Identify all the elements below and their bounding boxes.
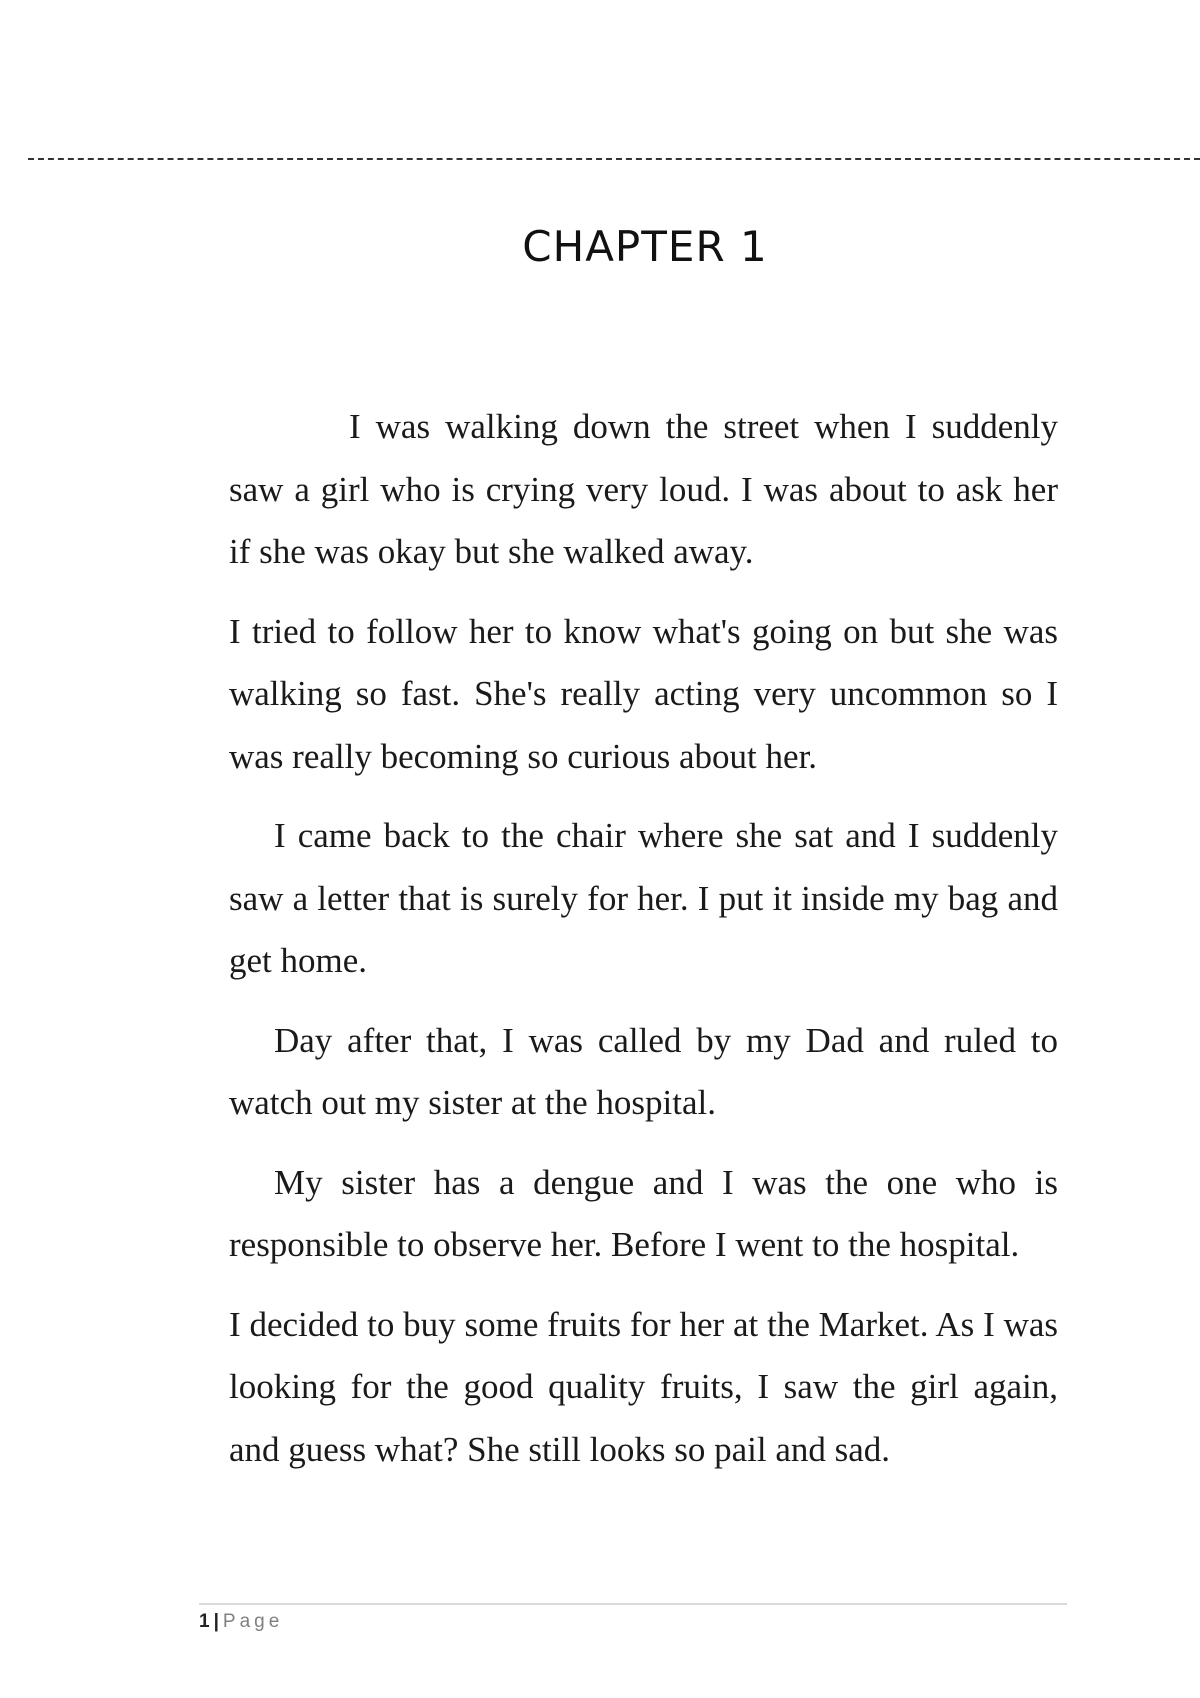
paragraph: Day after that, I was called by my Dad and ruled to watch out my sister at the hospital. [229,1020,1058,1122]
chapter-title: CHAPTER 1 [522,222,768,271]
footer-divider [199,1603,1067,1605]
paragraph: I tried to follow her to know what's going on but she was walking so fast. She's really acting very uncommon so I was really becoming so curious about her. [229,611,1058,776]
paragraph: My sister has a dengue and I was the one who is responsible to observe her. Before I went to the hospital. [229,1162,1058,1264]
page-separator: | [213,1611,219,1632]
dashed-section-divider [28,158,1200,160]
paragraph: I came back to the chair where she sat and I suddenly saw a letter that is surely for her. I put it inside my bag and get home. [229,816,1058,980]
page-footer [199,1611,283,1633]
paragraph: I was walking down the street when I suddenly saw a girl who is crying very loud. I was about to ask her if she was okay but she walked away. [229,407,1058,571]
page-label: Page [222,1611,284,1632]
chapter-body [229,396,1058,1498]
page-number: 1 [199,1611,210,1632]
paragraph: I decided to buy some fruits for her at the Market. As I was looking for the good quality fruits, I saw the girl again, and guess what? She still looks so pail and sad. [229,1304,1058,1469]
